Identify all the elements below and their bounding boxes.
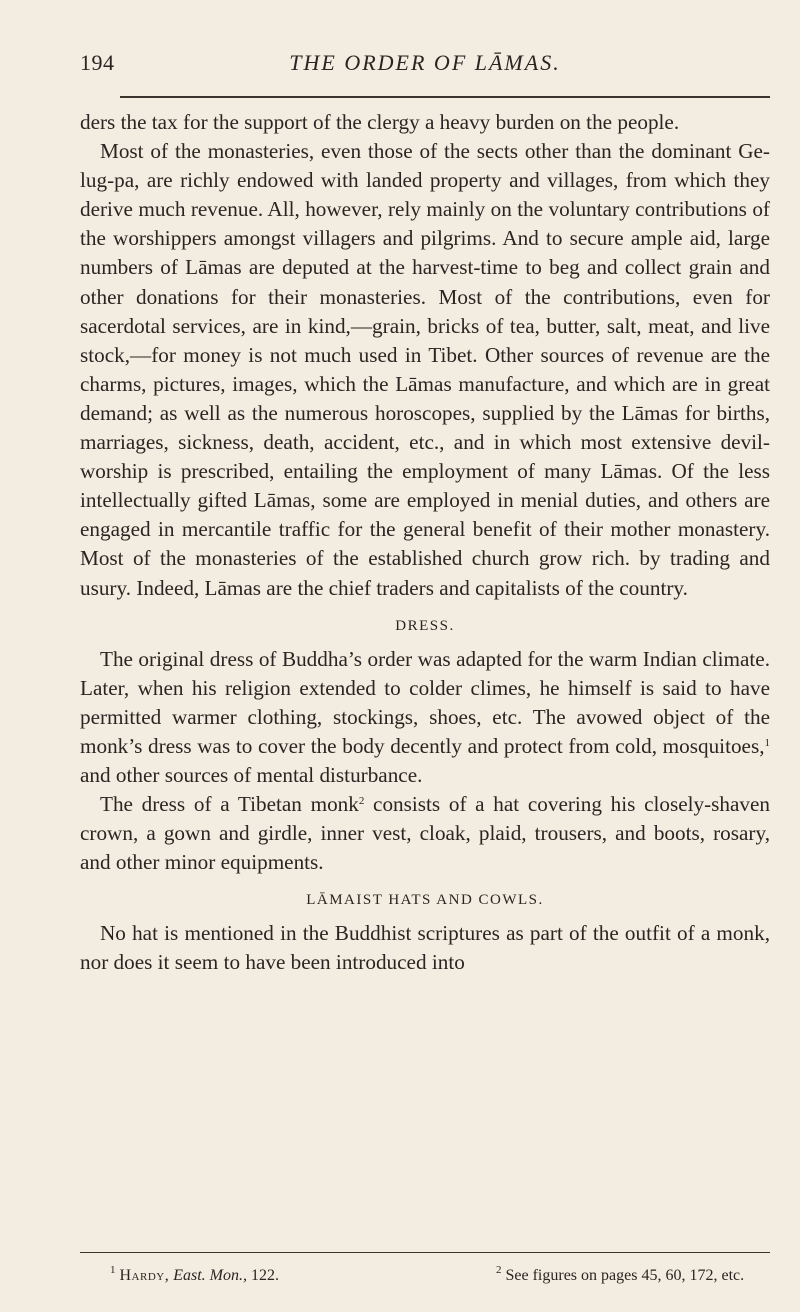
section-heading-dress: DRESS. [395, 617, 455, 634]
footnote-1-work: East. Mon., [173, 1267, 248, 1284]
section-heading-hats: LĀMAIST HATS AND COWLS. [306, 892, 544, 909]
paragraph-hats: No hat is mentioned in the Buddhist scriptures as part of the outfit of a monk, nor does it seem to have been introduced into [80, 921, 770, 975]
page-header [80, 50, 770, 84]
footnote-1-author: Hardy, [119, 1267, 170, 1284]
paragraph-tibetan-monk-dress [80, 790, 770, 877]
paragraph-monastery-revenue: Most of the monasteries, even those of the sects other than the dominant Ge-lug-pa, are richly endowed with landed property and villages, from which they derive much revenue. All, however, rely mainly on the voluntary contributions of the worshippers amongst villagers and pilgrims. And to secure ample aid, large numbers of Lāmas are deputed at the harvest-time to beg and collect grain and other donations for their monasteries. Most of the contributions, even for sacerdotal services, are in kind,—grain, bricks of tea, butter, salt, meat, and live stock,—for money is not much used in Tibet. Other sources of revenue are the charms, pictures, images, which the Lāmas manufacture, and which are in great demand; as well as the numerous horoscopes, supplied by the Lāmas for births, marriages, sickness, death, accident, etc., and in which most extensive devil-worship is prescribed, entailing the employment of many Lāmas. Of the less intellectually gifted Lāmas, some are employed in menial duties, and others are engaged in mercantile traffic for the general benefit of their mother monastery. Most of the monasteries of the established church grow rich. by trading and usury. Indeed, Lāmas are the chief traders and capitalists of the country. [80, 139, 770, 600]
footnote-2 [496, 1262, 744, 1290]
footnote-1-page: 122. [251, 1267, 280, 1284]
paragraph-continued: ders the tax for the support of the clergy a heavy burden on the people. [80, 110, 680, 134]
page-number: 194 [80, 50, 115, 75]
monk-dress-text-a: The dress of a Tibetan monk [100, 792, 359, 817]
paragraph-dress-origin [80, 645, 770, 790]
footnote-2-mark: 2 [496, 1264, 502, 1276]
running-title: THE ORDER OF LĀMAS. [289, 50, 561, 75]
footnote-2-text: See figures on pages 45, 60, 172, etc. [505, 1267, 745, 1284]
footnote-1-mark: 1 [110, 1264, 116, 1276]
dress-text-b: and other sources of mental disturbance. [80, 762, 423, 787]
footnotes [110, 1262, 770, 1292]
footnote-rule [80, 1252, 770, 1253]
footnote-ref-2: 2 [358, 795, 365, 808]
footnote-1 [110, 1262, 279, 1290]
footnote-ref-1: 1 [764, 736, 770, 749]
header-rule [120, 96, 770, 98]
dress-text-a: The original dress of Buddha’s order was adapted for the warm Indian climate. Later, when his religion extended to colder climes, he himself is said to have permitted warmer clothing, stockings, shoes, etc. The avowed object of the monk’s dress was to cover the body decently and protect from cold, mosquitoes, [80, 646, 770, 758]
monk-dress-text-b: consists of a hat covering his closely-shaven crown, a gown and girdle, inner vest, cloak, plaid, trousers, and boots, rosary, and other minor equipments. [80, 792, 771, 875]
body-text [80, 108, 770, 978]
